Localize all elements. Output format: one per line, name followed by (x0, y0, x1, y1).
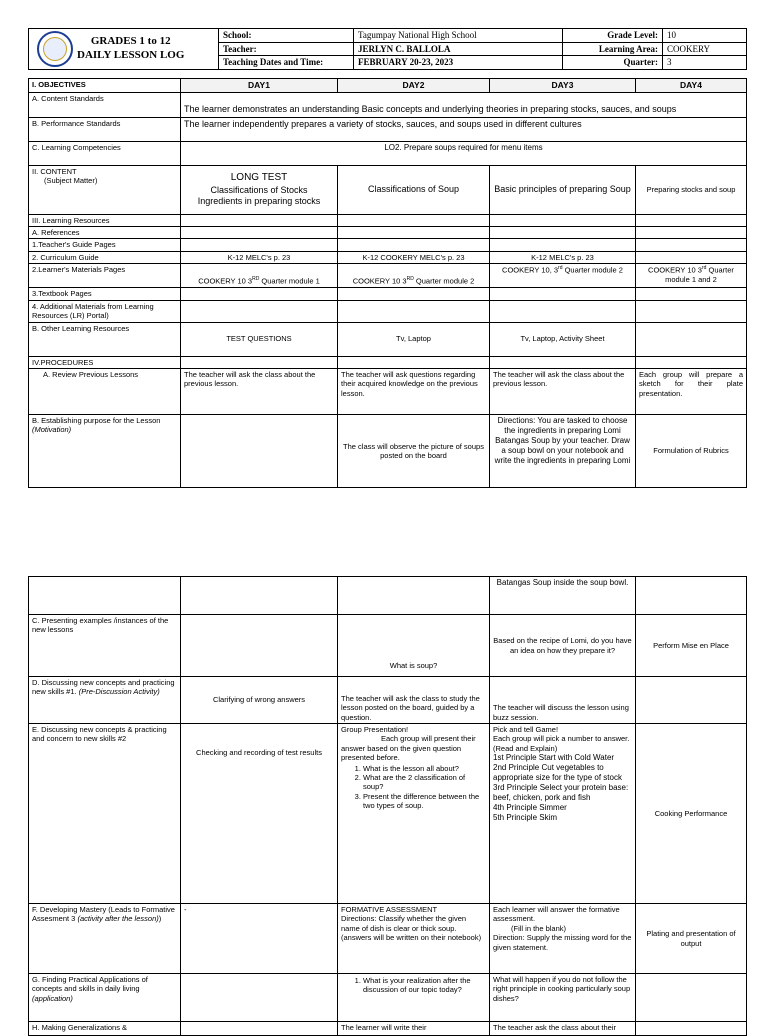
document-title: GRADES 1 to 12 DAILY LESSON LOG (77, 35, 185, 61)
presenting-day2: What is soup? (338, 615, 490, 677)
day-header-3: DAY3 (490, 79, 636, 93)
performance-standard-text: The learner independently prepares a variety of stocks, sauces, and soups used in different cultures (181, 117, 747, 141)
purpose-label: B. Establishing purpose for the Lesson (Motivation) (29, 414, 181, 487)
purpose-day2: The class will observe the picture of soups posted on the board (338, 414, 490, 487)
subject-day3: Basic principles of preparing Soup (490, 165, 636, 214)
cg-day2: K-12 COOKERY MELC's p. 23 (338, 251, 490, 263)
school-label: School: (219, 29, 354, 43)
lm-day3: COOKERY 10, 3rd Quarter module 2 (490, 264, 636, 288)
generalizations-day3: The teacher ask the class about their (490, 1022, 636, 1036)
competencies-label: C. Learning Competencies (29, 141, 181, 165)
page-two (28, 576, 746, 1036)
presenting-label: C. Presenting examples /instances of the new lessons (29, 615, 181, 677)
subject-day4: Preparing stocks and soup (636, 165, 747, 214)
quarter-value: 3 (663, 56, 747, 70)
teacher-value: JERLYN C. BALLOLA (354, 42, 563, 56)
references-label: A. References (29, 227, 181, 239)
page-one (28, 28, 746, 488)
generalizations-day2: The learner will write their (338, 1022, 490, 1036)
day-header-4: DAY4 (636, 79, 747, 93)
presenting-day3: Based on the recipe of Lomi, do you have an idea on how they prepare it? (490, 615, 636, 677)
performance-standards-label: B. Performance Standards (29, 117, 181, 141)
deped-seal-icon (37, 31, 73, 67)
review-label: A. Review Previous Lessons (29, 368, 181, 414)
applications-day2: 1. What is your realization after the discussion of our topic today? (338, 974, 490, 1022)
mastery-day1: - (181, 904, 338, 974)
subject-day1: LONG TEST Classifications of Stocks Ingredients in preparing stocks (181, 165, 338, 214)
discuss2-day4: Cooking Performance (636, 724, 747, 904)
quarter-label: Quarter: (563, 56, 663, 70)
other-day1: TEST QUESTIONS (181, 322, 338, 356)
mastery-day3: Each learner will answer the formative assessment. (Fill in the blank) Direction: Supply the missing word for the given statement. (490, 904, 636, 974)
grade-value: 10 (663, 29, 747, 43)
school-value: Tagumpay National High School (354, 29, 563, 43)
lm-day1: COOKERY 10 3RD Quarter module 1 (181, 264, 338, 288)
review-day2: The teacher will ask questions regarding their acquired knowledge on the previous lesson. (338, 368, 490, 414)
days-row (29, 79, 747, 93)
discuss2-day1: Checking and recording of test results (181, 724, 338, 904)
learners-materials-label: 2.Learner's Materials Pages (29, 264, 181, 288)
dates-label: Teaching Dates and Time: (219, 56, 354, 70)
generalizations-label: H. Making Generalizations & (29, 1022, 181, 1036)
other-day3: Tv, Laptop, Activity Sheet (490, 322, 636, 356)
other-day2: Tv, Laptop (338, 322, 490, 356)
header-table (28, 28, 747, 70)
discuss2-day3: Pick and tell Game! Each group will pick a number to answer. (Read and Explain) 1st Principle Start with Cold Water 2nd Principle Cut vegetables to appropriate size for the type of stock 3rd Principle Select your protein base: beef, chicken, pork and fish 4th Principle Simmer 5th Principle Skim (490, 724, 636, 904)
resources-label: III. Learning Resources (29, 214, 181, 226)
subject-day2: Classifications of Soup (338, 165, 490, 214)
discuss2-label: E. Discussing new concepts & practicing and concern to new skills #2 (29, 724, 181, 904)
lesson-log-table-continued (28, 576, 747, 1036)
applications-day3: What will happen if you do not follow the right principle in cooking particularly soup dishes? (490, 974, 636, 1022)
presenting-day4: Perform Mise en Place (636, 615, 747, 677)
teacher-label: Teacher: (219, 42, 354, 56)
review-day4: Each group will prepare a sketch for their plate presentation. (636, 368, 747, 414)
additional-materials-label: 4. Additional Materials from Learning Resources (LR) Portal) (29, 300, 181, 322)
content-standard-text: The learner demonstrates an understanding Basic concepts and underlying theories in preparing stocks, sauces, and soups (181, 92, 747, 117)
procedures-label: IV.PROCEDURES (29, 356, 181, 368)
day-header-1: DAY1 (181, 79, 338, 93)
objectives-label: I. OBJECTIVES (29, 79, 181, 93)
textbook-label: 3.Textbook Pages (29, 288, 181, 300)
discuss2-day2-questions: 1. What is the lesson all about? 2. What are the 2 classification of soup? 3. Present the difference between the two types of soup. (341, 764, 486, 811)
lm-day4: COOKERY 10 3rd Quarter module 1 and 2 (636, 264, 747, 288)
purpose-day3-continued: Batangas Soup inside the soup bowl. (490, 577, 636, 615)
area-value: COOKERY (663, 42, 747, 56)
grade-label: Grade Level: (563, 29, 663, 43)
purpose-day3: Directions: You are tasked to choose the ingredients in preparing Lomi Batangas Soup by your teacher. Draw a soup bowl on your notebook and write the ingredients in preparing Lomi (490, 414, 636, 487)
discuss1-day2: The teacher will ask the class to study the lesson posted on the board, guided by a question. (338, 677, 490, 724)
lm-day2: COOKERY 10 3RD Quarter module 2 (338, 264, 490, 288)
cg-day3: K-12 MELC's p. 23 (490, 251, 636, 263)
header-logo-cell (29, 29, 219, 70)
mastery-day2: FORMATIVE ASSESSMENT Directions: Classify whether the given name of dish is clear or thick soup. (answers will be written on their notebook) (338, 904, 490, 974)
discuss1-day1: Clarifying of wrong answers (181, 677, 338, 724)
discuss1-day3: The teacher will discuss the lesson using buzz session. (490, 677, 636, 724)
lesson-log-table (28, 78, 747, 488)
purpose-day4: Formulation of Rubrics (636, 414, 747, 487)
other-resources-label: B. Other Learning Resources (29, 322, 181, 356)
mastery-label: F. Developing Mastery (Leads to Formative Assesment 3 (activity after the lesson)) (29, 904, 181, 974)
cg-day1: K-12 MELC's p. 23 (181, 251, 338, 263)
competency-text: LO2. Prepare soups required for menu items (181, 141, 747, 165)
content-standards-label: A. Content Standards (29, 92, 181, 117)
review-day3: The teacher will ask the class about the previous lesson. (490, 368, 636, 414)
discuss1-label: D. Discussing new concepts and practicing new skills #1. (Pre-Discussion Activity) (29, 677, 181, 724)
day-header-2: DAY2 (338, 79, 490, 93)
review-day1: The teacher will ask the class about the previous lesson. (181, 368, 338, 414)
teachers-guide-label: 1.Teacher's Guide Pages (29, 239, 181, 251)
dates-value: FEBRUARY 20-23, 2023 (354, 56, 563, 70)
discuss2-day2: Group Presentation! Each group will present their answer based on the given question presented before. 1. What is the lesson all about? 2. What are the 2 classification of soup? 3. Present the difference between the two types of soup. (338, 724, 490, 904)
mastery-day4: Plating and presentation of output (636, 904, 747, 974)
curriculum-guide-label: 2. Curriculum Guide (29, 251, 181, 263)
applications-label: G. Finding Practical Applications of concepts and skills in daily living (application) (29, 974, 181, 1022)
area-label: Learning Area: (563, 42, 663, 56)
content-label: II. CONTENT (Subject Matter) (29, 165, 181, 214)
